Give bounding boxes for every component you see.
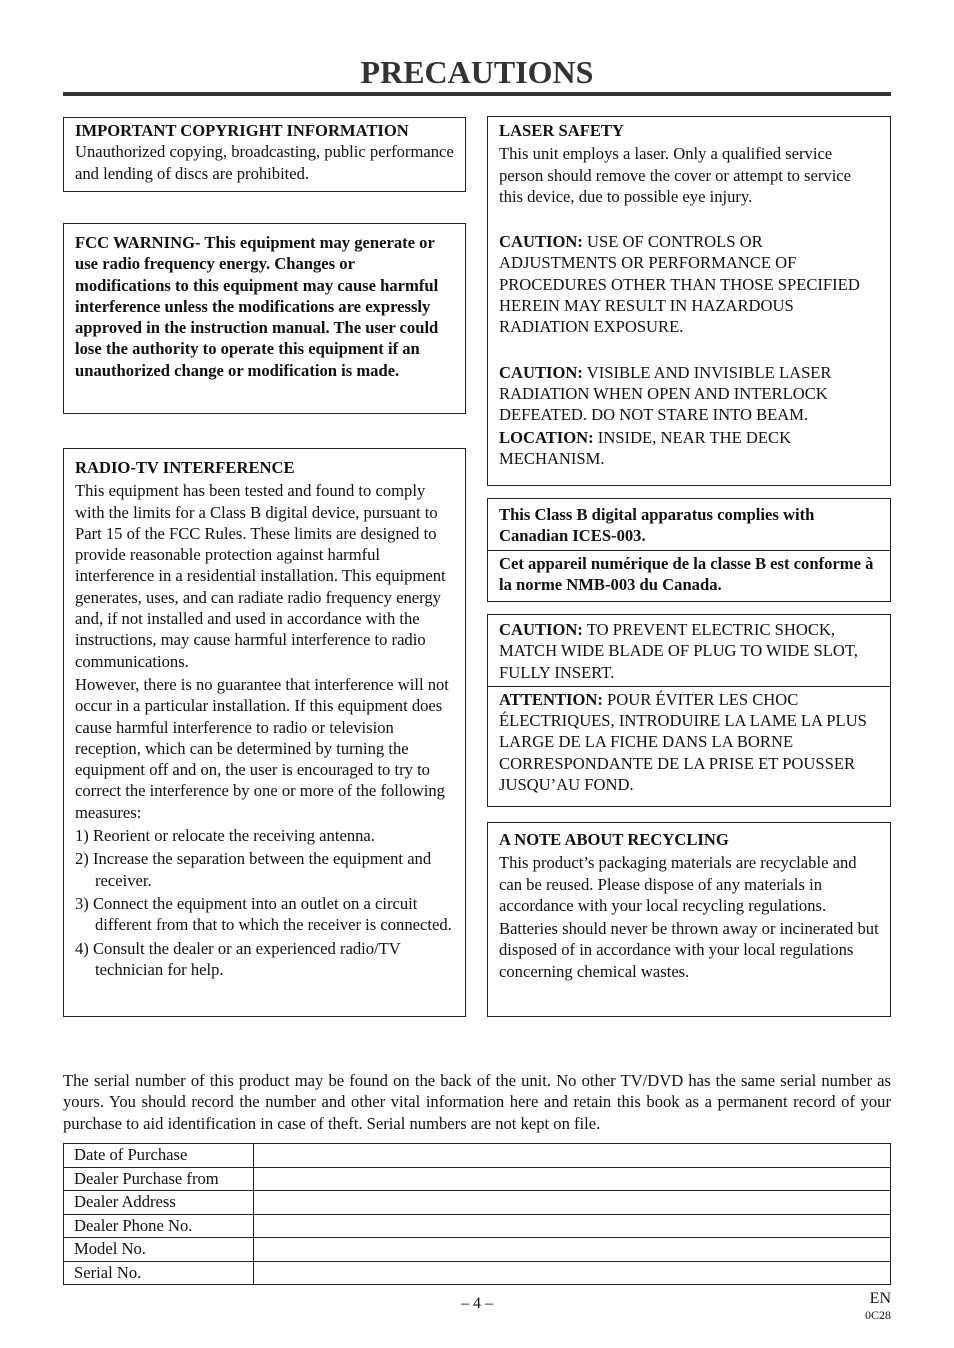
- row-label: Dealer Phone No.: [64, 1214, 254, 1238]
- page-title: PRECAUTIONS: [360, 54, 594, 90]
- copyright-body: Unauthorized copying, broadcasting, public performance and lending of discs are prohibited.: [75, 142, 454, 183]
- shock-caution-box: [487, 614, 891, 807]
- row-label: Dealer Purchase from: [64, 1167, 254, 1191]
- radio-tv-box: [63, 448, 466, 1017]
- caution-label: CAUTION:: [499, 232, 583, 252]
- laser-heading: LASER SAFETY: [499, 121, 624, 140]
- table-row: [64, 1261, 891, 1285]
- page-number: – 4 –: [461, 1295, 493, 1312]
- laser-body: This unit employs a laser. Only a qualified service person should remove the cover or attempt to service this device, due to possible eye injury.: [499, 144, 852, 206]
- row-label: Serial No.: [64, 1261, 254, 1285]
- row-value-field[interactable]: [254, 1214, 891, 1238]
- laser-caution-1: CAUTION: USE OF CONTROLS OR ADJUSTMENTS OR PERFORMANCE OF PROCEDURES OTHER THAN THOSE SPECIFIED HEREIN MAY RESULT IN HAZARDOUS RADIATION EXPOSURE.: [499, 232, 860, 337]
- table-row: [64, 1167, 891, 1191]
- recycling-para1: This product’s packaging materials are recyclable and can be reused. Please dispose of any materials in accordance with your local recycling regulations.: [499, 853, 857, 915]
- purchase-record-table: [63, 1143, 891, 1285]
- row-value-field[interactable]: [254, 1167, 891, 1191]
- table-row: [64, 1238, 891, 1262]
- caution-label: CAUTION:: [499, 620, 583, 639]
- caution-label: CAUTION:: [499, 362, 583, 382]
- list-item: 4) Consult the dealer or an experienced radio/TV technician for help.: [75, 938, 401, 979]
- measures-list: [75, 825, 454, 980]
- laser-caution-2: CAUTION: VISIBLE AND INVISIBLE LASER RADIATION WHEN OPEN AND INTERLOCK DEFEATED. DO NOT STARE INTO BEAM.: [499, 362, 832, 425]
- table-row: [64, 1144, 891, 1168]
- recycling-para2: Batteries should never be thrown away or incinerated but disposed of in accordance with your local regulations concerning chemical wastes.: [499, 919, 879, 981]
- list-item: 1) Reorient or relocate the receiving antenna.: [75, 826, 375, 846]
- location-label: LOCATION:: [499, 427, 594, 447]
- row-value-field[interactable]: [254, 1238, 891, 1262]
- row-label: Dealer Address: [64, 1191, 254, 1215]
- laser-safety-box: [487, 116, 891, 486]
- table-row: [64, 1191, 891, 1215]
- copyright-box: [63, 117, 466, 192]
- serial-intro: The serial number of this product may be found on the back of the unit. No other TV/DVD has the same serial number as yours. You should record the number and other vital information here and retain this book as a permanent record of your purchase to aid identification in case of theft. Serial numbers are not kept on file.: [63, 1071, 891, 1133]
- canada-compliance-box: [487, 498, 891, 602]
- document-code: 0C28: [864, 1308, 891, 1322]
- list-item: 2) Increase the separation between the equipment and receiver.: [75, 849, 432, 890]
- copyright-heading: IMPORTANT COPYRIGHT INFORMATION: [75, 121, 409, 140]
- row-value-field[interactable]: [254, 1261, 891, 1285]
- row-value-field[interactable]: [254, 1191, 891, 1215]
- shock-attention: ATTENTION: POUR ÉVITER LES CHOC ÉLECTRIQUES, INTRODUIRE LA LAME LA PLUS LARGE DE LA FICHE DANS LA BORNE CORRESPONDANTE DE LA PRISE ET POUSSER JUSQU’AU FOND.: [499, 689, 867, 795]
- language-code: EN: [869, 1290, 891, 1307]
- recycling-box: [487, 822, 891, 1017]
- row-label: Date of Purchase: [64, 1144, 254, 1168]
- canada-fr: Cet appareil numérique de la classe B est conforme à la norme NMB-003 du Canada.: [499, 553, 874, 594]
- list-item: 3) Connect the equipment into an outlet on a circuit different from that to which the receiver is connected.: [75, 893, 452, 935]
- shock-caution: CAUTION: TO PREVENT ELECTRIC SHOCK, MATCH WIDE BLADE OF PLUG TO WIDE SLOT, FULLY INSERT.: [499, 620, 858, 682]
- laser-location: LOCATION: INSIDE, NEAR THE DECK MECHANISM.: [499, 427, 792, 468]
- row-label: Model No.: [64, 1238, 254, 1262]
- radio-tv-para1: This equipment has been tested and found to comply with the limits for a Class B digital device, pursuant to Part 15 of the FCC Rules. These limits are designed to provide reasonable protection against harmful interference in a residential installation. This equipment generates, uses, and can radiate radio frequency energy and, if not installed and used in accordance with the instructions, may cause harmful interference to radio communications.: [75, 481, 446, 671]
- attention-label: ATTENTION:: [499, 689, 603, 709]
- radio-tv-para2: However, there is no guarantee that interference will not occur in a particular installation. If this equipment does cause harmful interference to radio or television reception, which can be determined by turning the equipment off and on, the user is encouraged to try to correct the interference by one or more of the following measures:: [75, 674, 449, 822]
- table-row: [64, 1214, 891, 1238]
- radio-tv-heading: RADIO-TV INTERFERENCE: [75, 458, 295, 477]
- fcc-warning-text: FCC WARNING- This equipment may generate or use radio frequency energy. Changes or modifications to this equipment may cause harmful interference unless the modifications are expressly approved in the instruction manual. The user could lose the authority to operate this equipment if an unauthorized change or modification is made.: [75, 233, 439, 380]
- recycling-heading: A NOTE ABOUT RECYCLING: [499, 830, 729, 849]
- row-value-field[interactable]: [254, 1144, 891, 1168]
- fcc-warning-box: [63, 223, 466, 414]
- canada-en: This Class B digital apparatus complies with Canadian ICES-003.: [499, 505, 815, 546]
- title-rule: [63, 92, 891, 96]
